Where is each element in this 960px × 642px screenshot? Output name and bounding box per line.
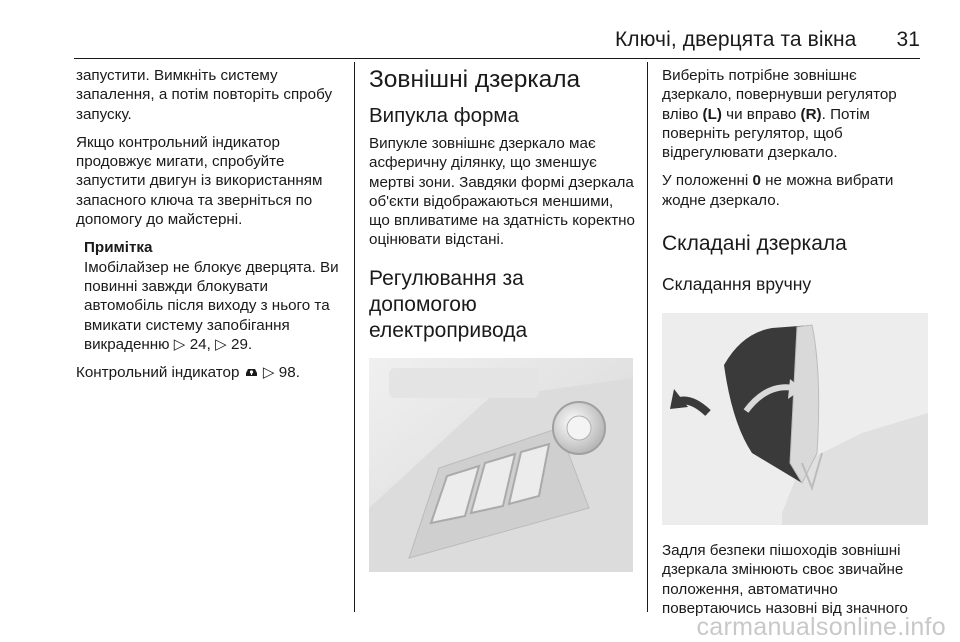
heading-folding-mirrors: Складані дзеркала — [662, 232, 847, 256]
column-2 — [369, 66, 637, 572]
section-title-exterior-mirrors: Зовнішні дзеркала — [369, 66, 581, 93]
text-fragment: не можна вибрати жодне дзеркало. — [662, 172, 894, 209]
page-ref-link[interactable]: 98 — [278, 364, 296, 382]
label-left: (L) — [702, 105, 722, 123]
mirror-folding-illustration — [662, 313, 928, 525]
column-3 — [662, 66, 928, 627]
label-zero: 0 — [752, 172, 761, 190]
text-fragment: чи вправо — [721, 105, 801, 123]
page-number: 31 — [896, 28, 920, 51]
immobiliser-indicator-icon — [244, 364, 263, 381]
heading-manual-folding: Складання вручну — [662, 274, 812, 295]
text-fragment: . Потім поверніть регулятор, щоб відрегулювати дзеркало. — [662, 105, 870, 162]
indicator-text: Контрольний індикатор — [76, 364, 244, 382]
indicator-reference: Контрольний індикатор ▷ 98. — [76, 364, 300, 382]
mirror-switch-illustration — [369, 358, 633, 572]
paragraph-select-mirror — [662, 66, 928, 162]
paragraph-convex: Випукле зовнішнє дзеркало має асферичну ділянку, що зменшує мертві зони. Завдяки формі дзеркала об'єкти відображаються меншими, що впливатиме на здатність коректно оцінювати відстані. — [369, 135, 636, 249]
column-divider-2 — [647, 62, 648, 612]
paragraph-folding: Задля безпеки пішоходів зовнішні дзеркала змінюють своє звичайне положення, автоматично повертаючись назовні від значного — [662, 542, 908, 617]
heading-convex-shape: Випукла форма — [369, 104, 519, 127]
paragraph-position-zero — [662, 171, 928, 210]
ref-arrow-icon: ▷ — [215, 335, 227, 353]
note-box — [84, 238, 340, 354]
page-ref-link[interactable]: 29 — [231, 335, 248, 353]
paragraph-indicator-flashing: Якщо контрольний індикатор продовжує мигати, спробуйте запустити двигун із використанням запасного ключа та зверніться по допомогу до майстерні. — [76, 133, 323, 229]
page-ref-link[interactable]: 24 — [189, 335, 207, 353]
note-text: Імобілайзер не блокує дверцята. Ви повинні завжди блокувати автомобіль після виходу з нього та вмикати систему запобігання викраденню ▷ 24, ▷ 29. — [84, 258, 339, 353]
label-right: (R) — [800, 105, 822, 123]
text-fragment: У положенні — [662, 172, 753, 190]
note-body: Імобілайзер не блокує дверцята. Ви повинні завжди блокувати автомобіль після виходу з нього та вмикати систему запобігання викраденню — [84, 258, 339, 353]
header-title: Ключі, дверцята та вікна — [614, 28, 857, 51]
ref-arrow-icon: ▷ — [173, 335, 186, 353]
text-fragment: Виберіть потрібне зовнішнє дзеркало, повернувши регулятор вліво — [662, 67, 897, 123]
column-1 — [76, 66, 340, 391]
header-rule — [74, 58, 920, 59]
ref-arrow-icon: ▷ — [262, 364, 275, 382]
paragraph-start-engine: запустити. Вимкніть систему запалення, а потім повторіть спробу запуску. — [76, 67, 333, 123]
watermark: carmanualsonline.info — [696, 613, 946, 641]
heading-electric-adjustment: Регулювання за допомогою електропривода — [369, 266, 528, 342]
note-title: Примітка — [84, 239, 153, 257]
page-header — [615, 28, 920, 52]
column-divider-1 — [354, 62, 355, 612]
